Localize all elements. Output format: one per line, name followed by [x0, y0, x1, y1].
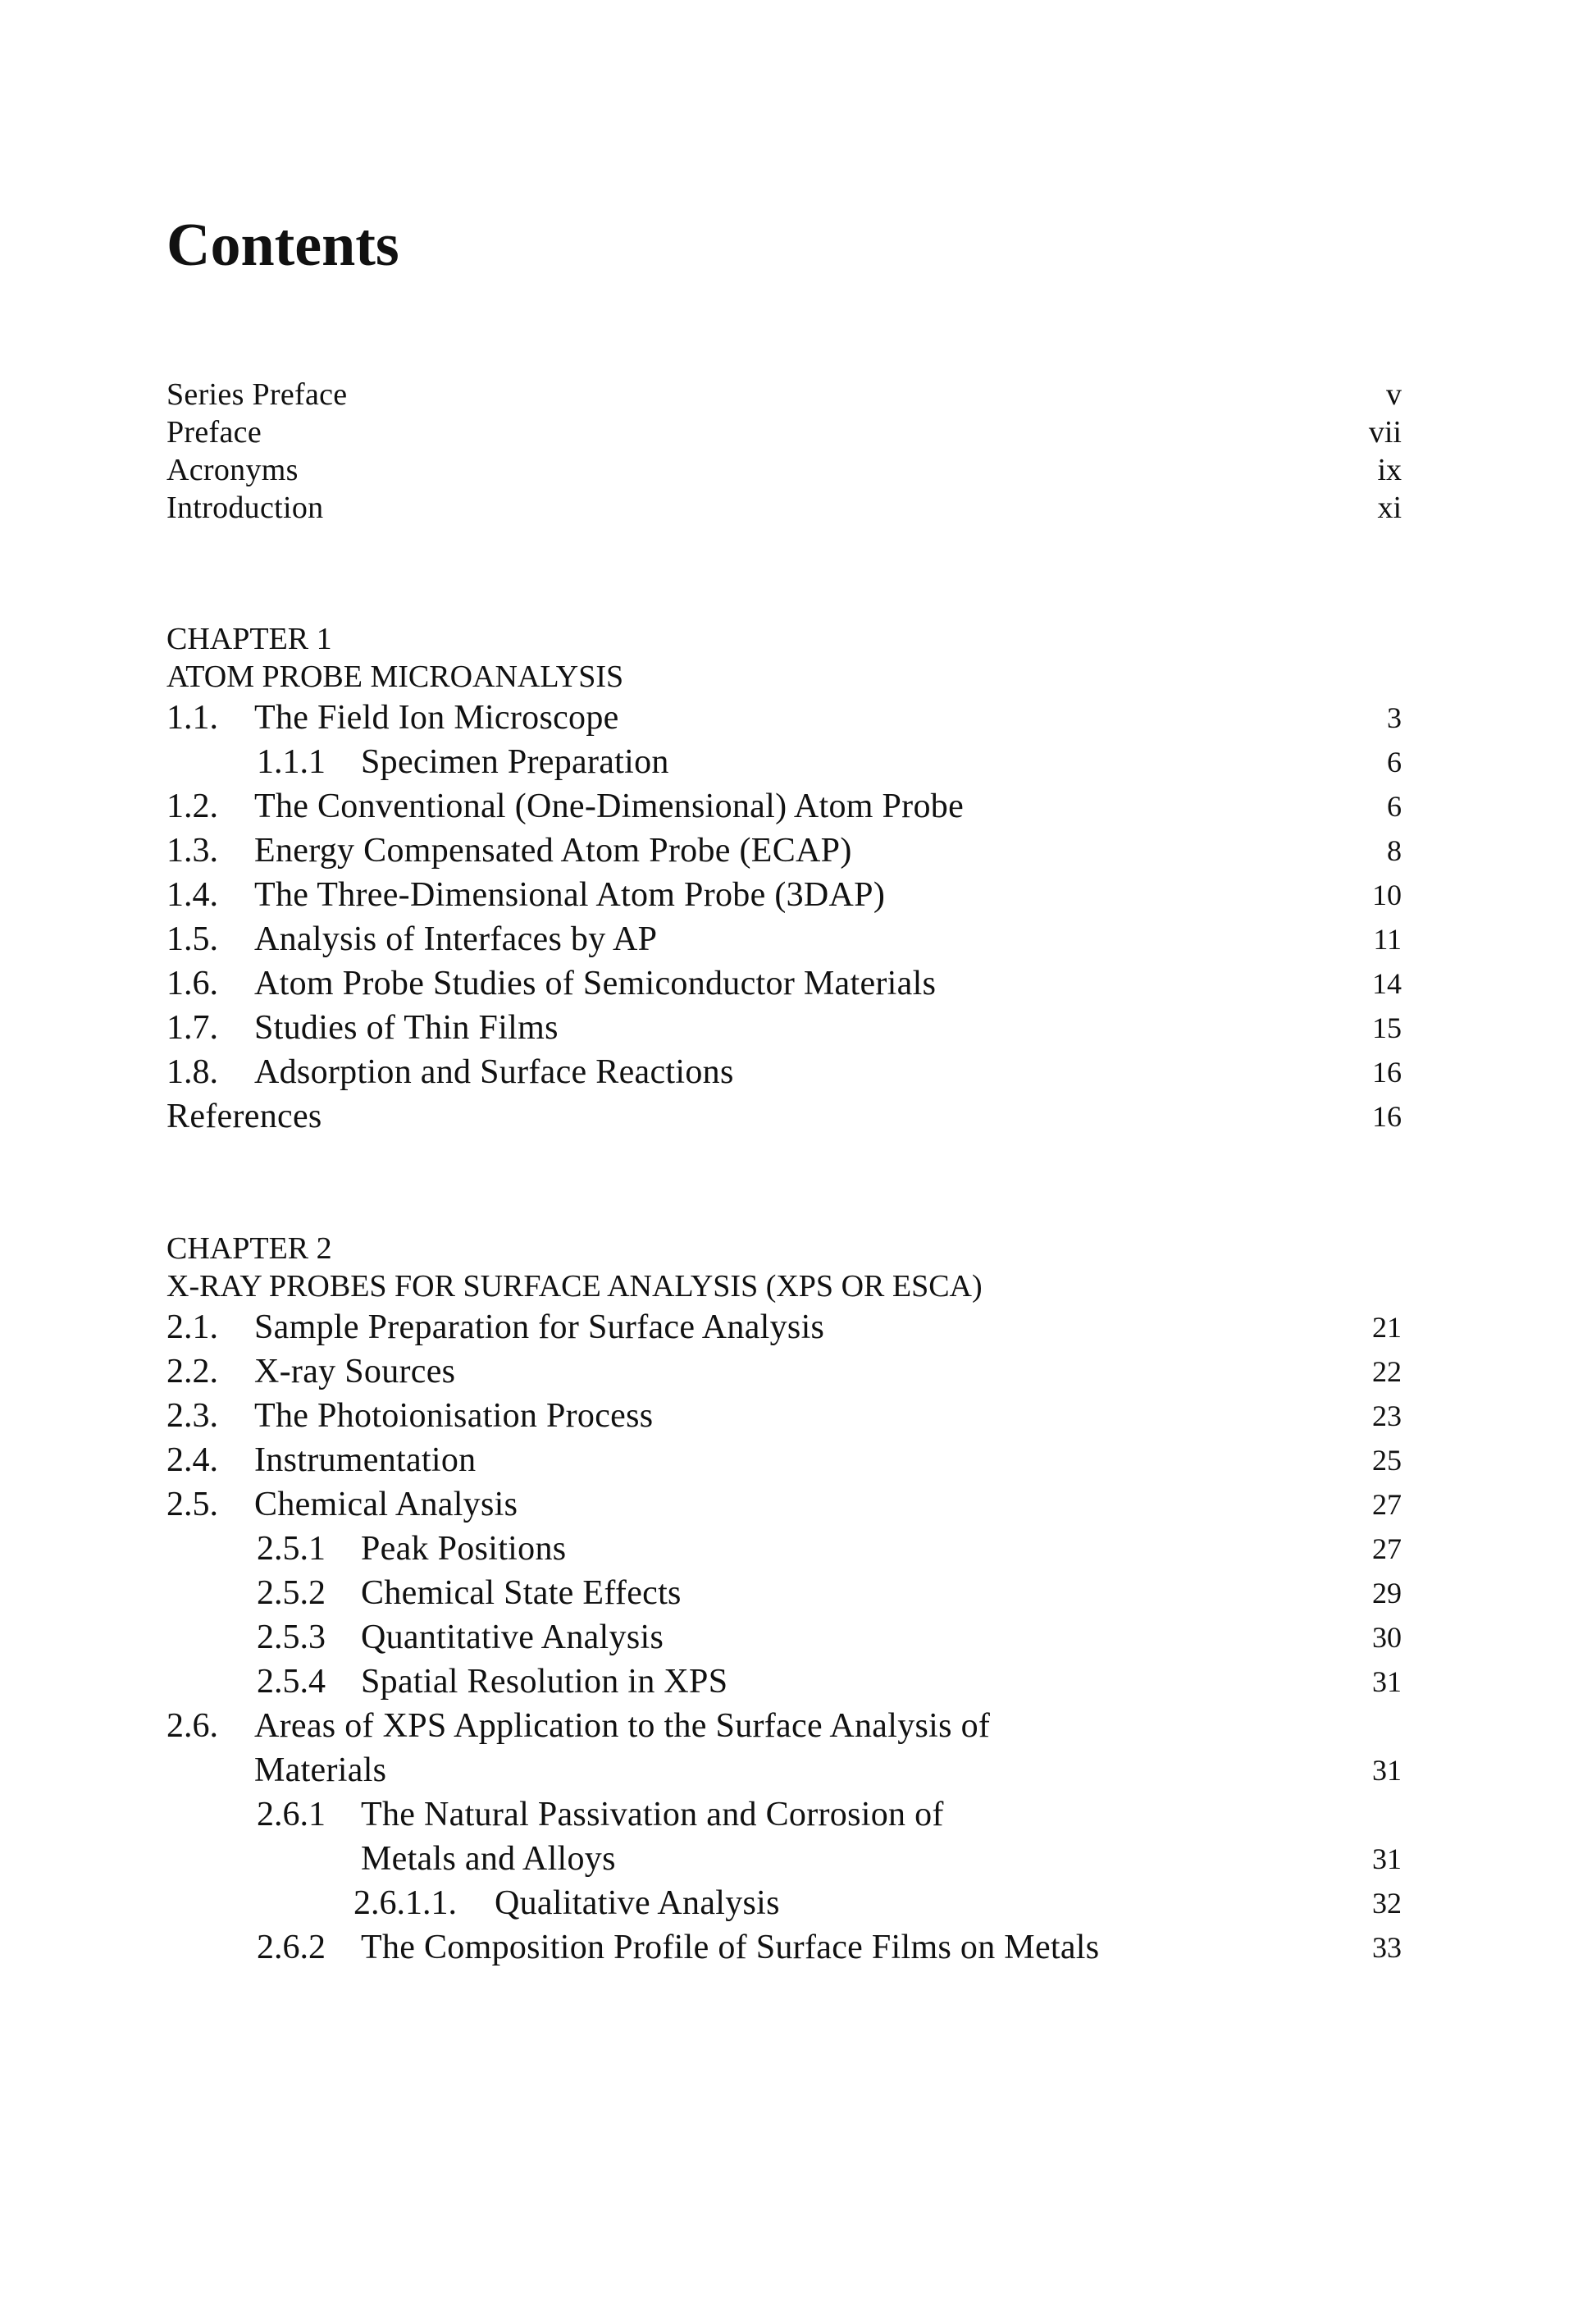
- entry-page: 27: [1372, 1532, 1402, 1565]
- toc-entry: [166, 1881, 1402, 1925]
- entry-page: 27: [1372, 1488, 1402, 1521]
- entry-title: Spatial Resolution in XPS: [361, 1663, 728, 1701]
- toc-entry: [166, 1006, 1402, 1050]
- entry-page: 30: [1372, 1621, 1402, 1654]
- entry-page: 8: [1387, 834, 1402, 867]
- entry-title: Acronyms: [166, 453, 299, 487]
- entry-title: Peak Positions: [361, 1530, 567, 1568]
- entry-page: 3: [1387, 701, 1402, 734]
- toc-entry: [166, 1050, 1402, 1094]
- entry-title: The Field Ion Microscope: [254, 699, 619, 737]
- entry-page: 23: [1372, 1399, 1402, 1432]
- toc-entry: [166, 961, 1402, 1006]
- entry-title: Atom Probe Studies of Semiconductor Materials: [254, 965, 937, 1002]
- toc-entry: [166, 1571, 1402, 1615]
- entry-title: Areas of XPS Application to the Surface Analysis of: [254, 1707, 991, 1745]
- entry-page: 25: [1372, 1444, 1402, 1477]
- entry-page: 31: [1372, 1842, 1402, 1875]
- entry-number: 2.5.2: [257, 1574, 326, 1612]
- entry-number: 1.7.: [166, 1009, 218, 1047]
- toc-entry: [166, 873, 1402, 917]
- entry-title: X-ray Sources: [254, 1353, 456, 1390]
- entry-title: Analysis of Interfaces by AP: [254, 920, 658, 958]
- entry-title: Series Preface: [166, 377, 348, 412]
- toc-entry-continuation: [166, 1837, 1402, 1881]
- entry-number: 1.2.: [166, 788, 218, 825]
- entry-page: 31: [1372, 1665, 1402, 1698]
- entry-page: 10: [1372, 879, 1402, 911]
- entry-title: The Composition Profile of Surface Films on Metals: [361, 1929, 1100, 1966]
- entry-page: vii: [1368, 415, 1402, 450]
- entry-number: 1.5.: [166, 920, 218, 958]
- entry-number: 2.5.3: [257, 1619, 326, 1656]
- entry-number: 1.3.: [166, 832, 218, 870]
- entry-number: 1.1.: [166, 699, 218, 737]
- entry-number: 1.1.1: [257, 743, 326, 781]
- toc-entry: [166, 829, 1402, 873]
- entry-number: 1.6.: [166, 965, 218, 1002]
- entry-page: 14: [1372, 967, 1402, 1000]
- entry-title: Adsorption and Surface Reactions: [254, 1053, 734, 1091]
- toc-entry: [166, 1704, 1402, 1748]
- entry-number: 1.8.: [166, 1053, 218, 1091]
- entry-title: Sample Preparation for Surface Analysis: [254, 1308, 825, 1346]
- chapter-1-section: [166, 620, 1402, 1139]
- entry-page: 22: [1372, 1355, 1402, 1388]
- entry-number: 2.6.1.1.: [353, 1884, 457, 1922]
- toc-entry: [166, 1482, 1402, 1527]
- chapter-title: ATOM PROBE MICROANALYSIS: [166, 660, 624, 694]
- toc-entry: [166, 1349, 1402, 1394]
- toc-entry: [166, 451, 1402, 489]
- entry-title: The Natural Passivation and Corrosion of: [361, 1796, 944, 1833]
- entry-title: The Three-Dimensional Atom Probe (3DAP): [254, 876, 886, 914]
- entry-number: 2.6.1: [257, 1796, 326, 1833]
- chapter-label: CHAPTER 2: [166, 1231, 332, 1266]
- entry-page: 6: [1387, 746, 1402, 778]
- entry-title: Introduction: [166, 491, 324, 525]
- entry-number: 2.2.: [166, 1353, 218, 1390]
- entry-title: The Conventional (One-Dimensional) Atom Probe: [254, 788, 965, 825]
- toc-entry: [166, 917, 1402, 961]
- toc-entry: [166, 1660, 1402, 1704]
- entry-title: Specimen Preparation: [361, 743, 669, 781]
- toc-entry: [166, 489, 1402, 527]
- toc-entry: [166, 1394, 1402, 1438]
- entry-title: Metals and Alloys: [361, 1840, 616, 1878]
- toc-entry-continuation: [166, 1748, 1402, 1792]
- entry-page: 6: [1387, 790, 1402, 823]
- entry-page: 16: [1372, 1100, 1402, 1133]
- chapter-label: CHAPTER 1: [166, 622, 332, 656]
- entry-title: References: [166, 1098, 322, 1135]
- entry-number: 2.4.: [166, 1441, 218, 1479]
- entry-title: Chemical State Effects: [361, 1574, 682, 1612]
- chapter-title: X-RAY PROBES FOR SURFACE ANALYSIS (XPS OR ESCA): [166, 1269, 983, 1304]
- toc-entry: [166, 784, 1402, 829]
- entry-page: 21: [1372, 1311, 1402, 1344]
- entry-title: Energy Compensated Atom Probe (ECAP): [254, 832, 852, 870]
- toc-entry: [166, 696, 1402, 740]
- toc-entry: [166, 1305, 1402, 1349]
- entry-page: 32: [1372, 1887, 1402, 1920]
- entry-number: 2.5.1: [257, 1530, 326, 1568]
- entry-title: Quantitative Analysis: [361, 1619, 664, 1656]
- entry-title: Studies of Thin Films: [254, 1009, 559, 1047]
- toc-entry: [166, 740, 1402, 784]
- toc-entry: [166, 1925, 1402, 1970]
- entry-number: 2.6.: [166, 1707, 218, 1745]
- entry-title: Instrumentation: [254, 1441, 477, 1479]
- toc-entry: [166, 1438, 1402, 1482]
- toc-entry: [166, 1527, 1402, 1571]
- page-title: Contents: [166, 212, 399, 279]
- entry-page: ix: [1377, 453, 1402, 487]
- entry-number: 2.5.4: [257, 1663, 326, 1701]
- toc-entry: [166, 1094, 1402, 1139]
- toc-entry: [166, 1792, 1402, 1837]
- entry-title: Materials: [254, 1751, 387, 1789]
- front-matter-list: [166, 376, 1402, 527]
- chapter-2-section: [166, 1230, 1402, 1970]
- toc-entry: [166, 413, 1402, 451]
- entry-page: 33: [1372, 1931, 1402, 1964]
- entry-page: xi: [1377, 491, 1402, 525]
- entry-page: 31: [1372, 1754, 1402, 1787]
- entry-page: 11: [1373, 923, 1402, 956]
- entry-number: 2.3.: [166, 1397, 218, 1435]
- entry-number: 1.4.: [166, 876, 218, 914]
- entry-title: Qualitative Analysis: [495, 1884, 780, 1922]
- entry-title: The Photoionisation Process: [254, 1397, 654, 1435]
- entry-number: 2.1.: [166, 1308, 218, 1346]
- entry-title: Preface: [166, 415, 262, 450]
- entry-page: 29: [1372, 1577, 1402, 1609]
- toc-entry: [166, 1615, 1402, 1660]
- toc-entry: [166, 376, 1402, 413]
- entry-number: 2.5.: [166, 1486, 218, 1523]
- entry-page: 15: [1372, 1011, 1402, 1044]
- entry-number: 2.6.2: [257, 1929, 326, 1966]
- entry-page: 16: [1372, 1056, 1402, 1089]
- entry-title: Chemical Analysis: [254, 1486, 518, 1523]
- entry-page: v: [1386, 377, 1402, 412]
